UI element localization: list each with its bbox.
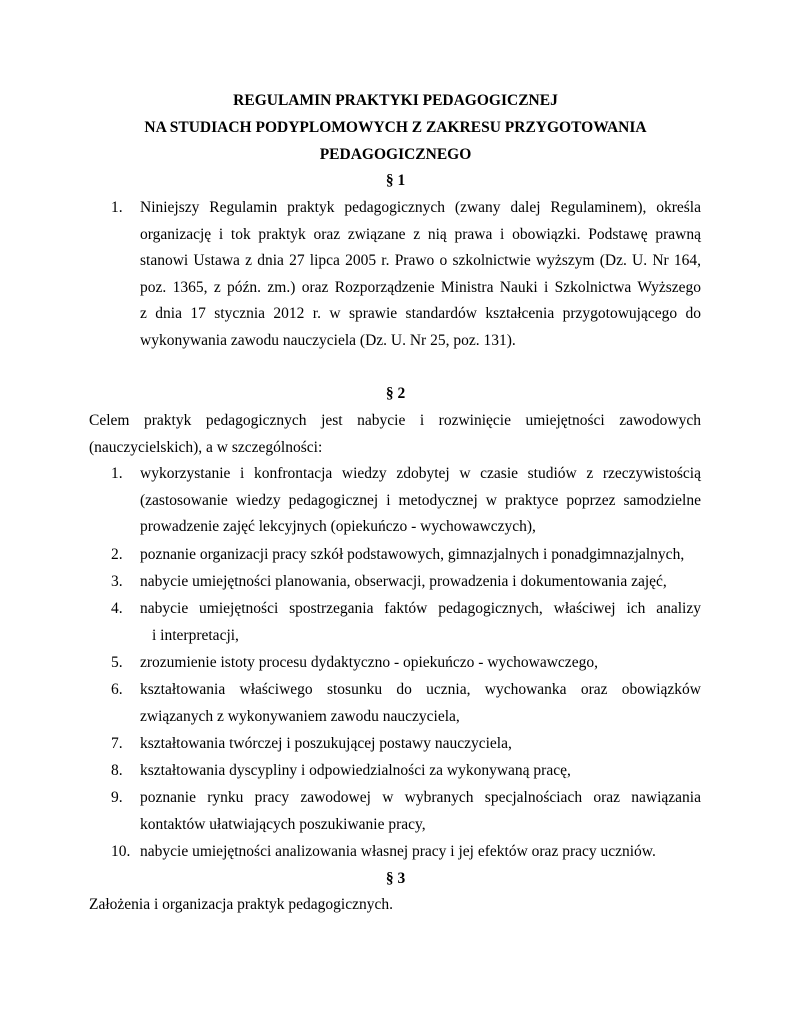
text-line: organizację i tok praktyk oraz związane z nią prawa i obowiązki. Podstawę prawną [140, 225, 701, 243]
text-line: nabycie umiejętności analizowania własnej pracy i jej efektów oraz pracy uczniów. [140, 843, 656, 860]
item-number: 10. [111, 843, 131, 860]
item-text [140, 677, 701, 730]
text-line: (nauczycielskich), a w szczególności: [89, 438, 323, 456]
text-line: kontaktów ułatwiających poszukiwanie pracy, [140, 815, 426, 833]
item-text [140, 596, 701, 649]
item-number: 1. [111, 199, 123, 216]
text-line: stanowi Ustawa z dnia 27 lipca 2005 r. Prawo o szkolnictwie wyższym (Dz. U. Nr 164, [140, 252, 701, 269]
item-number: 7. [111, 735, 123, 752]
item-number: 9. [111, 789, 123, 806]
text-line: nabycie umiejętności planowania, obserwacji, prowadzenia i dokumentowania zajęć, [140, 573, 667, 590]
text-line: (zastosowanie wiedzy pedagogicznej i metodycznej w praktyce poprzez samodzielne [140, 491, 701, 509]
item-text [140, 839, 701, 866]
item-number: 3. [111, 573, 123, 590]
text-line: kształtowania dyscypliny i odpowiedzialności za wykonywaną pracę, [140, 762, 571, 779]
section-3-heading: § 3 [385, 870, 406, 887]
text-line: poznanie rynku pracy zawodowej w wybranych specjalnościach oraz nawiązania [140, 789, 701, 806]
item-number: 1. [111, 465, 123, 482]
item-text [140, 731, 701, 758]
title-line-3: PEDAGOGICZNEGO [319, 146, 472, 163]
text-line: prowadzenie zajęć lekcyjnych (opiekuńczo - wychowawczych), [140, 518, 536, 535]
text-line: kształtowania twórczej i poszukującej postawy nauczyciela, [140, 735, 512, 752]
item-number: 8. [111, 762, 123, 779]
text-line: Celem praktyk pedagogicznych jest nabycie i rozwinięcie umiejętności zawodowych [89, 412, 701, 429]
text-line: i interpretacji, [152, 626, 239, 644]
text-line: związanych z wykonywaniem zawodu nauczyciela, [140, 707, 460, 725]
section-2-intro [89, 408, 701, 461]
section-3-text [89, 892, 701, 919]
item-number: 2. [111, 546, 123, 563]
text-line: zrozumienie istoty procesu dydaktyczno - opiekuńczo - wychowawczego, [140, 654, 598, 671]
text-line: kształtowania właściwego stosunku do ucznia, wychowanka oraz obowiązków [140, 681, 701, 698]
item-text [140, 569, 701, 596]
text-line: z dnia 17 stycznia 2012 r. w sprawie standardów kształcenia przygotowującego do [140, 305, 701, 322]
text-line: Niniejszy Regulamin praktyk pedagogicznych (zwany dalej Regulaminem), określa [140, 199, 701, 216]
item-text [140, 461, 701, 541]
text-line: wykorzystanie i konfrontacja wiedzy zdobytej w czasie studiów z rzeczywistością [140, 465, 701, 482]
text-line: Założenia i organizacja praktyk pedagogicznych. [89, 896, 393, 913]
item-number: 6. [111, 681, 123, 698]
item-text [140, 195, 701, 354]
item-text [140, 758, 701, 785]
section-2-heading: § 2 [385, 385, 406, 402]
text-line: poz. 1365, z późn. zm.) oraz Rozporządzenie Ministra Nauki i Szkolnictwa Wyższego [140, 278, 701, 296]
item-number: 4. [111, 600, 123, 617]
item-text [140, 542, 701, 569]
title-line-1: REGULAMIN PRAKTYKI PEDAGOGICZNEJ [233, 92, 558, 109]
text-line: wykonywania zawodu nauczyciela (Dz. U. Nr 25, poz. 131). [140, 331, 516, 349]
title-line-2: NA STUDIACH PODYPLOMOWYCH Z ZAKRESU PRZYGOTOWANIA [144, 119, 647, 136]
section-1-heading: § 1 [385, 172, 406, 189]
text-line: poznanie organizacji pracy szkół podstawowych, gimnazjalnych i ponadgimnazjalnych, [140, 546, 685, 563]
item-text [140, 650, 701, 677]
text-line: nabycie umiejętności spostrzegania faktów pedagogicznych, właściwej ich analizy [140, 600, 701, 617]
item-text [140, 785, 701, 838]
item-number: 5. [111, 654, 123, 671]
